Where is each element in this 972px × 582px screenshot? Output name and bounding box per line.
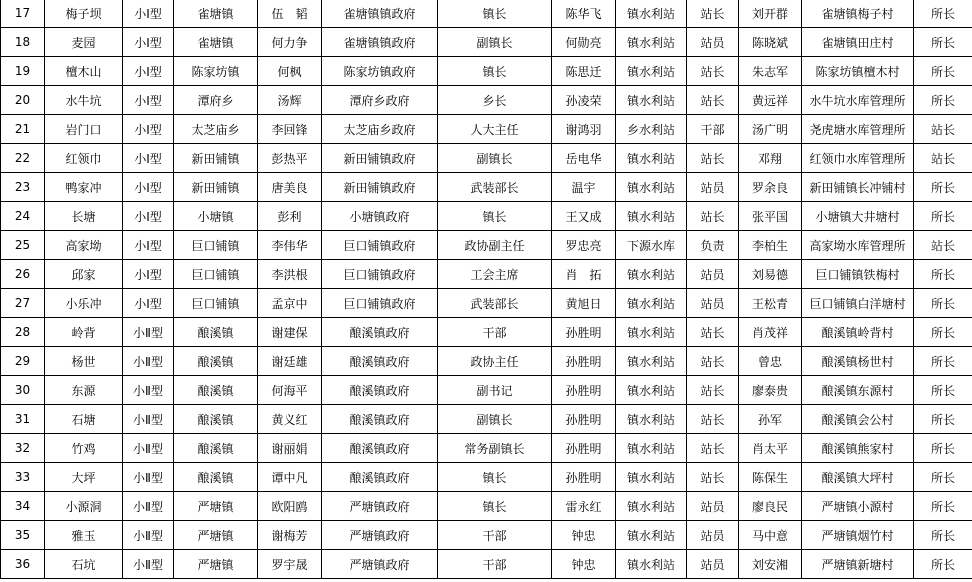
tech-responsible-person-cell: 岳电华 [552, 144, 616, 173]
row-number-cell: 30 [1, 376, 45, 405]
row-number-cell: 22 [1, 144, 45, 173]
tech-unit-cell: 镇水利站 [616, 521, 687, 550]
row-number-cell: 19 [1, 57, 45, 86]
reservoir-name-cell: 水牛坑 [45, 86, 123, 115]
patrol-unit-cell: 水牛坑水库管理所 [802, 86, 914, 115]
table-row [1, 0, 972, 28]
tech-responsible-person-cell: 罗忠亮 [552, 231, 616, 260]
admin-position-cell: 干部 [438, 521, 552, 550]
tech-position-cell: 站长 [687, 347, 739, 376]
admin-responsible-person-cell: 欧阳鸥 [258, 492, 322, 521]
admin-responsible-person-cell: 罗宇晟 [258, 550, 322, 579]
tech-position-cell: 站长 [687, 86, 739, 115]
admin-responsible-person-cell: 伍 韬 [258, 0, 322, 28]
admin-unit-cell: 陈家坊镇政府 [322, 57, 438, 86]
admin-responsible-person-cell: 唐美良 [258, 173, 322, 202]
tech-position-cell: 站长 [687, 405, 739, 434]
reservoir-scale-cell: 小Ⅰ型 [123, 57, 174, 86]
admin-position-cell: 人大主任 [438, 115, 552, 144]
tech-responsible-person-cell: 陈华飞 [552, 0, 616, 28]
tech-responsible-person-cell: 陈思迁 [552, 57, 616, 86]
admin-position-cell: 乡长 [438, 86, 552, 115]
patrol-responsible-person-cell: 李柏生 [739, 231, 802, 260]
tech-responsible-person-cell: 孙凌荣 [552, 86, 616, 115]
reservoir-scale-cell: 小Ⅰ型 [123, 115, 174, 144]
admin-unit-cell: 巨口铺镇政府 [322, 260, 438, 289]
tech-position-cell: 站长 [687, 434, 739, 463]
tech-position-cell: 站长 [687, 376, 739, 405]
row-number-cell: 36 [1, 550, 45, 579]
row-number-cell: 33 [1, 463, 45, 492]
tech-unit-cell: 镇水利站 [616, 57, 687, 86]
patrol-position-cell: 所长 [914, 173, 972, 202]
patrol-responsible-person-cell: 陈保生 [739, 463, 802, 492]
patrol-responsible-person-cell: 刘安湘 [739, 550, 802, 579]
row-number-cell: 26 [1, 260, 45, 289]
table-row [1, 434, 972, 463]
patrol-responsible-person-cell: 王松青 [739, 289, 802, 318]
tech-position-cell: 站长 [687, 318, 739, 347]
table-row [1, 347, 972, 376]
township-cell: 新田铺镇 [174, 144, 258, 173]
tech-responsible-person-cell: 孙胜明 [552, 405, 616, 434]
admin-position-cell: 镇长 [438, 0, 552, 28]
admin-responsible-person-cell: 李回锋 [258, 115, 322, 144]
tech-unit-cell: 镇水利站 [616, 28, 687, 57]
patrol-unit-cell: 酿溪镇大坪村 [802, 463, 914, 492]
admin-unit-cell: 酿溪镇政府 [322, 376, 438, 405]
tech-responsible-person-cell: 肖 拓 [552, 260, 616, 289]
admin-responsible-person-cell: 彭热平 [258, 144, 322, 173]
tech-unit-cell: 镇水利站 [616, 289, 687, 318]
tech-position-cell: 负责 [687, 231, 739, 260]
admin-responsible-person-cell: 何力争 [258, 28, 322, 57]
row-number-cell: 29 [1, 347, 45, 376]
admin-responsible-person-cell: 谭中凡 [258, 463, 322, 492]
reservoir-name-cell: 竹鸡 [45, 434, 123, 463]
reservoir-scale-cell: 小Ⅱ型 [123, 347, 174, 376]
admin-responsible-person-cell: 李洪根 [258, 260, 322, 289]
admin-responsible-person-cell: 彭利 [258, 202, 322, 231]
table-row [1, 57, 972, 86]
row-number-cell: 17 [1, 0, 45, 28]
row-number-cell: 21 [1, 115, 45, 144]
township-cell: 酿溪镇 [174, 405, 258, 434]
admin-unit-cell: 严塘镇政府 [322, 492, 438, 521]
admin-responsible-person-cell: 黄义红 [258, 405, 322, 434]
admin-position-cell: 政协主任 [438, 347, 552, 376]
table-row [1, 28, 972, 57]
township-cell: 新田铺镇 [174, 173, 258, 202]
township-cell: 酿溪镇 [174, 434, 258, 463]
reservoir-name-cell: 长塘 [45, 202, 123, 231]
patrol-position-cell: 所长 [914, 521, 972, 550]
admin-unit-cell: 酿溪镇政府 [322, 347, 438, 376]
township-cell: 严塘镇 [174, 521, 258, 550]
admin-position-cell: 镇长 [438, 57, 552, 86]
tech-position-cell: 干部 [687, 115, 739, 144]
patrol-unit-cell: 红领巾水库管理所 [802, 144, 914, 173]
tech-position-cell: 站员 [687, 550, 739, 579]
admin-unit-cell: 严塘镇政府 [322, 521, 438, 550]
tech-unit-cell: 镇水利站 [616, 173, 687, 202]
row-number-cell: 34 [1, 492, 45, 521]
patrol-position-cell: 所长 [914, 376, 972, 405]
row-number-cell: 23 [1, 173, 45, 202]
reservoir-scale-cell: 小Ⅱ型 [123, 463, 174, 492]
tech-responsible-person-cell: 何勋亮 [552, 28, 616, 57]
row-number-cell: 35 [1, 521, 45, 550]
reservoir-scale-cell: 小Ⅱ型 [123, 376, 174, 405]
patrol-responsible-person-cell: 马中意 [739, 521, 802, 550]
admin-responsible-person-cell: 孟京中 [258, 289, 322, 318]
tech-position-cell: 站长 [687, 144, 739, 173]
tech-unit-cell: 镇水利站 [616, 463, 687, 492]
table-row [1, 550, 972, 579]
tech-unit-cell: 镇水利站 [616, 202, 687, 231]
reservoir-scale-cell: 小Ⅱ型 [123, 521, 174, 550]
tech-responsible-person-cell: 孙胜明 [552, 347, 616, 376]
tech-responsible-person-cell: 谢鸿羽 [552, 115, 616, 144]
patrol-responsible-person-cell: 孙军 [739, 405, 802, 434]
tech-unit-cell: 镇水利站 [616, 144, 687, 173]
township-cell: 巨口铺镇 [174, 231, 258, 260]
table-row [1, 492, 972, 521]
admin-unit-cell: 雀塘镇镇政府 [322, 0, 438, 28]
patrol-unit-cell: 新田铺镇长冲铺村 [802, 173, 914, 202]
patrol-responsible-person-cell: 邓翔 [739, 144, 802, 173]
patrol-position-cell: 所长 [914, 492, 972, 521]
patrol-position-cell: 所长 [914, 0, 972, 28]
tech-responsible-person-cell: 钟忠 [552, 550, 616, 579]
tech-unit-cell: 镇水利站 [616, 376, 687, 405]
patrol-unit-cell: 雀塘镇梅子村 [802, 0, 914, 28]
reservoir-scale-cell: 小Ⅱ型 [123, 405, 174, 434]
admin-position-cell: 副镇长 [438, 405, 552, 434]
admin-position-cell: 武装部长 [438, 289, 552, 318]
admin-unit-cell: 雀塘镇镇政府 [322, 28, 438, 57]
reservoir-scale-cell: 小Ⅰ型 [123, 173, 174, 202]
patrol-unit-cell: 酿溪镇会公村 [802, 405, 914, 434]
tech-unit-cell: 镇水利站 [616, 492, 687, 521]
reservoir-name-cell: 红领巾 [45, 144, 123, 173]
admin-unit-cell: 太芝庙乡政府 [322, 115, 438, 144]
reservoir-name-cell: 梅子坝 [45, 0, 123, 28]
reservoir-scale-cell: 小Ⅰ型 [123, 289, 174, 318]
tech-responsible-person-cell: 黄旭日 [552, 289, 616, 318]
reservoir-name-cell: 邱家 [45, 260, 123, 289]
patrol-position-cell: 所长 [914, 434, 972, 463]
patrol-unit-cell: 小塘镇大井塘村 [802, 202, 914, 231]
admin-position-cell: 镇长 [438, 202, 552, 231]
admin-position-cell: 副书记 [438, 376, 552, 405]
township-cell: 酿溪镇 [174, 318, 258, 347]
table-row [1, 521, 972, 550]
patrol-position-cell: 所长 [914, 289, 972, 318]
reservoir-scale-cell: 小Ⅰ型 [123, 0, 174, 28]
table-row [1, 231, 972, 260]
tech-unit-cell: 镇水利站 [616, 318, 687, 347]
tech-position-cell: 站长 [687, 0, 739, 28]
admin-responsible-person-cell: 汤辉 [258, 86, 322, 115]
township-cell: 陈家坊镇 [174, 57, 258, 86]
patrol-unit-cell: 酿溪镇岭背村 [802, 318, 914, 347]
reservoir-name-cell: 杨世 [45, 347, 123, 376]
row-number-cell: 18 [1, 28, 45, 57]
tech-responsible-person-cell: 孙胜明 [552, 318, 616, 347]
admin-position-cell: 镇长 [438, 492, 552, 521]
township-cell: 巨口铺镇 [174, 289, 258, 318]
tech-position-cell: 站员 [687, 521, 739, 550]
admin-unit-cell: 巨口铺镇政府 [322, 289, 438, 318]
patrol-position-cell: 所长 [914, 405, 972, 434]
row-number-cell: 24 [1, 202, 45, 231]
tech-responsible-person-cell: 孙胜明 [552, 376, 616, 405]
reservoir-name-cell: 东源 [45, 376, 123, 405]
patrol-responsible-person-cell: 张平国 [739, 202, 802, 231]
row-number-cell: 27 [1, 289, 45, 318]
township-cell: 太芝庙乡 [174, 115, 258, 144]
patrol-position-cell: 站长 [914, 115, 972, 144]
patrol-unit-cell: 酿溪镇东源村 [802, 376, 914, 405]
tech-unit-cell: 镇水利站 [616, 405, 687, 434]
patrol-unit-cell: 雀塘镇田庄村 [802, 28, 914, 57]
patrol-responsible-person-cell: 廖良民 [739, 492, 802, 521]
patrol-responsible-person-cell: 刘开群 [739, 0, 802, 28]
patrol-unit-cell: 严塘镇新塘村 [802, 550, 914, 579]
patrol-unit-cell: 陈家坊镇檀木村 [802, 57, 914, 86]
table-row [1, 376, 972, 405]
patrol-unit-cell: 严塘镇烟竹村 [802, 521, 914, 550]
admin-unit-cell: 酿溪镇政府 [322, 405, 438, 434]
reservoir-scale-cell: 小Ⅰ型 [123, 202, 174, 231]
reservoir-name-cell: 石坑 [45, 550, 123, 579]
table-row [1, 405, 972, 434]
township-cell: 雀塘镇 [174, 28, 258, 57]
township-cell: 潭府乡 [174, 86, 258, 115]
table-row [1, 289, 972, 318]
patrol-unit-cell: 严塘镇小源村 [802, 492, 914, 521]
reservoir-name-cell: 檀木山 [45, 57, 123, 86]
patrol-responsible-person-cell: 廖泰贵 [739, 376, 802, 405]
admin-responsible-person-cell: 谢梅芳 [258, 521, 322, 550]
tech-position-cell: 站长 [687, 202, 739, 231]
admin-unit-cell: 巨口铺镇政府 [322, 231, 438, 260]
tech-unit-cell: 下源水库 [616, 231, 687, 260]
reservoir-scale-cell: 小Ⅱ型 [123, 434, 174, 463]
patrol-position-cell: 所长 [914, 550, 972, 579]
tech-position-cell: 站员 [687, 492, 739, 521]
tech-responsible-person-cell: 孙胜明 [552, 463, 616, 492]
admin-responsible-person-cell: 谢建保 [258, 318, 322, 347]
reservoir-name-cell: 石塘 [45, 405, 123, 434]
reservoir-scale-cell: 小Ⅰ型 [123, 86, 174, 115]
admin-responsible-person-cell: 谢廷雄 [258, 347, 322, 376]
admin-position-cell: 副镇长 [438, 144, 552, 173]
patrol-position-cell: 所长 [914, 260, 972, 289]
admin-unit-cell: 酿溪镇政府 [322, 318, 438, 347]
reservoir-name-cell: 岩门口 [45, 115, 123, 144]
reservoir-scale-cell: 小Ⅱ型 [123, 492, 174, 521]
tech-responsible-person-cell: 孙胜明 [552, 434, 616, 463]
reservoir-scale-cell: 小Ⅰ型 [123, 28, 174, 57]
table-row [1, 318, 972, 347]
admin-position-cell: 武装部长 [438, 173, 552, 202]
tech-unit-cell: 镇水利站 [616, 550, 687, 579]
reservoir-name-cell: 小乐冲 [45, 289, 123, 318]
patrol-responsible-person-cell: 曾忠 [739, 347, 802, 376]
admin-position-cell: 副镇长 [438, 28, 552, 57]
tech-unit-cell: 镇水利站 [616, 86, 687, 115]
township-cell: 小塘镇 [174, 202, 258, 231]
patrol-responsible-person-cell: 陈晓斌 [739, 28, 802, 57]
row-number-cell: 20 [1, 86, 45, 115]
patrol-position-cell: 所长 [914, 57, 972, 86]
patrol-position-cell: 所长 [914, 347, 972, 376]
tech-position-cell: 站员 [687, 260, 739, 289]
patrol-unit-cell: 尧虎塘水库管理所 [802, 115, 914, 144]
admin-position-cell: 干部 [438, 318, 552, 347]
table-body [1, 0, 972, 579]
admin-responsible-person-cell: 谢丽娟 [258, 434, 322, 463]
reservoir-scale-cell: 小Ⅰ型 [123, 231, 174, 260]
admin-position-cell: 常务副镇长 [438, 434, 552, 463]
township-cell: 酿溪镇 [174, 347, 258, 376]
township-cell: 雀塘镇 [174, 0, 258, 28]
admin-position-cell: 镇长 [438, 463, 552, 492]
patrol-position-cell: 所长 [914, 318, 972, 347]
reservoir-name-cell: 小源洞 [45, 492, 123, 521]
patrol-responsible-person-cell: 汤广明 [739, 115, 802, 144]
admin-unit-cell: 酿溪镇政府 [322, 434, 438, 463]
patrol-position-cell: 站长 [914, 231, 972, 260]
township-cell: 严塘镇 [174, 550, 258, 579]
reservoir-name-cell: 雅玉 [45, 521, 123, 550]
tech-unit-cell: 镇水利站 [616, 347, 687, 376]
tech-unit-cell: 乡水利站 [616, 115, 687, 144]
row-number-cell: 28 [1, 318, 45, 347]
tech-position-cell: 站长 [687, 57, 739, 86]
reservoir-name-cell: 高家坳 [45, 231, 123, 260]
tech-responsible-person-cell: 王又成 [552, 202, 616, 231]
tech-responsible-person-cell: 钟忠 [552, 521, 616, 550]
reservoir-scale-cell: 小Ⅱ型 [123, 550, 174, 579]
table-row [1, 463, 972, 492]
patrol-unit-cell: 高家坳水库管理所 [802, 231, 914, 260]
reservoir-name-cell: 岭背 [45, 318, 123, 347]
tech-responsible-person-cell: 雷永红 [552, 492, 616, 521]
patrol-responsible-person-cell: 刘易德 [739, 260, 802, 289]
tech-position-cell: 站员 [687, 28, 739, 57]
patrol-responsible-person-cell: 罗余良 [739, 173, 802, 202]
patrol-unit-cell: 巨口铺镇铁梅村 [802, 260, 914, 289]
admin-responsible-person-cell: 何海平 [258, 376, 322, 405]
table-row [1, 202, 972, 231]
patrol-responsible-person-cell: 肖太平 [739, 434, 802, 463]
township-cell: 巨口铺镇 [174, 260, 258, 289]
patrol-position-cell: 所长 [914, 202, 972, 231]
table-row [1, 115, 972, 144]
patrol-responsible-person-cell: 肖茂祥 [739, 318, 802, 347]
admin-position-cell: 政协副主任 [438, 231, 552, 260]
admin-unit-cell: 新田铺镇政府 [322, 144, 438, 173]
admin-unit-cell: 小塘镇政府 [322, 202, 438, 231]
tech-position-cell: 站员 [687, 289, 739, 318]
patrol-unit-cell: 酿溪镇熊家村 [802, 434, 914, 463]
township-cell: 严塘镇 [174, 492, 258, 521]
admin-position-cell: 干部 [438, 550, 552, 579]
patrol-unit-cell: 酿溪镇杨世村 [802, 347, 914, 376]
row-number-cell: 31 [1, 405, 45, 434]
admin-position-cell: 工会主席 [438, 260, 552, 289]
tech-unit-cell: 镇水利站 [616, 0, 687, 28]
reservoir-scale-cell: 小Ⅰ型 [123, 144, 174, 173]
tech-position-cell: 站长 [687, 463, 739, 492]
patrol-position-cell: 所长 [914, 463, 972, 492]
table-row [1, 260, 972, 289]
admin-responsible-person-cell: 何枫 [258, 57, 322, 86]
township-cell: 酿溪镇 [174, 463, 258, 492]
table-row [1, 173, 972, 202]
reservoir-name-cell: 麦园 [45, 28, 123, 57]
patrol-position-cell: 所长 [914, 28, 972, 57]
row-number-cell: 32 [1, 434, 45, 463]
tech-unit-cell: 镇水利站 [616, 260, 687, 289]
reservoir-name-cell: 鸭家冲 [45, 173, 123, 202]
admin-unit-cell: 潭府乡政府 [322, 86, 438, 115]
tech-responsible-person-cell: 温宇 [552, 173, 616, 202]
admin-responsible-person-cell: 李伟华 [258, 231, 322, 260]
patrol-position-cell: 所长 [914, 86, 972, 115]
admin-unit-cell: 严塘镇政府 [322, 550, 438, 579]
admin-unit-cell: 新田铺镇政府 [322, 173, 438, 202]
table-row [1, 86, 972, 115]
tech-position-cell: 站员 [687, 173, 739, 202]
admin-unit-cell: 酿溪镇政府 [322, 463, 438, 492]
patrol-unit-cell: 巨口铺镇白洋塘村 [802, 289, 914, 318]
table-row [1, 144, 972, 173]
row-number-cell: 25 [1, 231, 45, 260]
patrol-responsible-person-cell: 黄远祥 [739, 86, 802, 115]
reservoir-scale-cell: 小Ⅱ型 [123, 318, 174, 347]
township-cell: 酿溪镇 [174, 376, 258, 405]
patrol-responsible-person-cell: 朱志军 [739, 57, 802, 86]
tech-unit-cell: 镇水利站 [616, 434, 687, 463]
patrol-position-cell: 站长 [914, 144, 972, 173]
reservoir-name-cell: 大坪 [45, 463, 123, 492]
reservoir-scale-cell: 小Ⅰ型 [123, 260, 174, 289]
